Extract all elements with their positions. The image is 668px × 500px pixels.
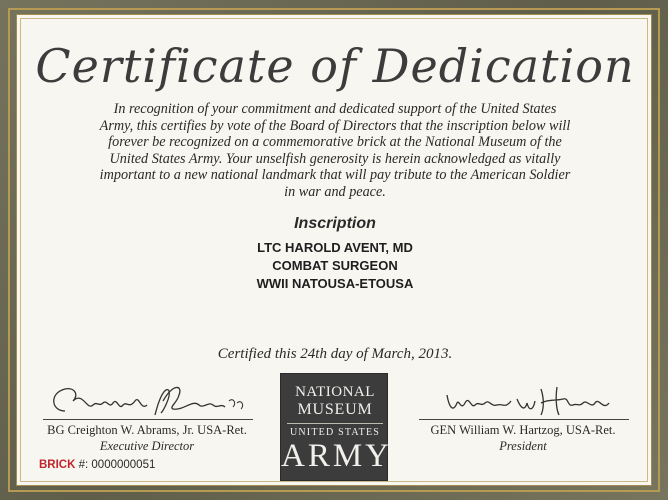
inscription-heading: Inscription [294, 215, 376, 232]
brick-number-value: 0000000051 [91, 459, 156, 471]
brick-number [39, 459, 155, 471]
right-signatory-name: GEN William W. Hartzog, USA-Ret. [430, 423, 616, 437]
dedication-line: In recognition of your commitment and dedicated support of the United States [113, 101, 557, 117]
dedication-line: in war and peace. [284, 183, 386, 200]
left-signature [43, 381, 253, 421]
certificate-title: Certificate of Dedication [35, 39, 635, 93]
inscription-block [17, 239, 653, 293]
dedication-line: Army, this certifies by vote of the Board of Directors that the inscription below will [99, 117, 571, 134]
logo-line-united-states: UNITED STATES [289, 427, 381, 438]
logo-line-museum: MUSEUM [297, 401, 373, 418]
dedication-line: forever be recognized on a commemorative brick at the National Museum of the [108, 134, 562, 151]
left-signatory-role: Executive Director [99, 439, 195, 453]
museum-logo [280, 373, 393, 481]
certificate-paper [16, 14, 652, 486]
inscription-line: LTC HAROLD AVENT, MD [257, 240, 413, 255]
dedication-text [57, 101, 613, 201]
dedication-line: important to a new national landmark that will pay tribute to the American Soldier [99, 167, 571, 184]
logo-line-army: ARMY [281, 438, 393, 474]
brick-label: BRICK [39, 459, 76, 471]
inscription-line: COMBAT SURGEON [272, 258, 398, 273]
left-signature-line [43, 419, 253, 420]
logo-line-national: NATIONAL [295, 384, 375, 400]
logo-divider [287, 423, 383, 424]
certified-date: Certified this 24th day of March, 2013. [217, 346, 453, 362]
inscription-line: WWII NATOUSA-ETOUSA [256, 276, 414, 291]
right-signature-line [419, 419, 629, 420]
right-signatory-role: President [499, 439, 547, 453]
right-signature [417, 381, 627, 421]
left-signatory-name: BG Creighton W. Abrams, Jr. USA-Ret. [47, 423, 247, 437]
brick-separator: #: [75, 459, 92, 471]
dedication-line: United States Army. Your unselfish generosity is herein acknowledged as vitally [109, 150, 561, 167]
